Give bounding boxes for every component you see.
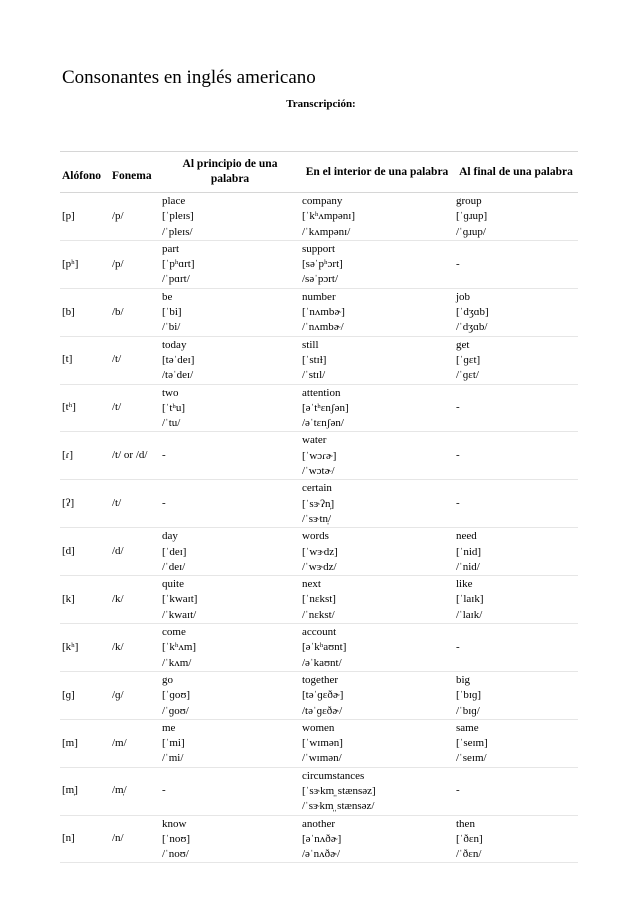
phonetic-transcription: [ˈkwaɪt] [162,593,198,606]
example-word: together [302,673,339,686]
initial-cell [160,240,300,288]
middle-cell [300,432,454,480]
phonetic-transcription: [ˈbi] [162,306,182,319]
initial-cell [160,528,300,576]
phonetic-transcription: [ˈɡoʊ] [162,689,191,702]
middle-cell [300,480,454,528]
consonants-table [60,151,578,863]
phoneme-cell: /k/ [110,624,160,672]
phonetic-transcription: [ˈsɝkm̩ˌstænsəz] [302,784,376,797]
phonetic-transcription: [ˈnʌmbɚ] [302,306,345,319]
phoneme-cell: /m/ [110,719,160,767]
phonemic-transcription: /ˈdʒɑb/ [456,321,488,334]
initial-cell-empty: - [160,767,300,815]
example-word: another [302,817,335,830]
phonemic-transcription: /ˈðɛn/ [456,848,482,861]
example-word: come [162,626,186,639]
phonemic-transcription: /ˈɡoʊ/ [162,704,189,717]
middle-cell [300,576,454,624]
phonetic-transcription: [ˈpʰɑrt] [162,258,195,271]
phonemic-transcription: /ˈnoʊ/ [162,848,189,861]
phonetic-transcription: [ˈpleɪs] [162,210,194,223]
allophone-cell: [ɾ] [60,432,110,480]
example-word: still [302,338,319,351]
phonemic-transcription: /ˈpleɪs/ [162,225,193,238]
phonetic-transcription: [ˈɡɛt] [456,353,481,366]
phoneme-cell: /t/ [110,384,160,432]
table-row [60,671,578,719]
header-initial: Al principio de una palabra [160,152,300,193]
phonetic-transcription: [ˈwɝdz] [302,545,338,558]
middle-cell [300,624,454,672]
allophone-cell: [p] [60,193,110,241]
phonemic-transcription: /ˈkʌm/ [162,656,192,669]
middle-cell [300,336,454,384]
phonetic-transcription: [təˈɡɛðɚ] [302,689,344,702]
final-cell [454,288,578,336]
table-row [60,624,578,672]
example-word: attention [302,386,341,399]
middle-cell [300,240,454,288]
table-row [60,432,578,480]
table-row [60,815,578,863]
header-final: Al final de una palabra [454,152,578,193]
table-row [60,576,578,624]
phonemic-transcription: /ˈsɝkm̩ˌstænsəz/ [302,800,375,813]
allophone-cell: [m] [60,719,110,767]
phonetic-transcription: [ˈlaɪk] [456,593,484,606]
phonetic-transcription: [ˈwɪmən] [302,737,343,750]
phonetic-transcription: [ˈwɔɾɚ] [302,449,337,462]
phonemic-transcription: /əˈkaʊnt/ [302,656,342,669]
phonemic-transcription: /ˈbɪɡ/ [456,704,480,717]
example-word: next [302,578,321,591]
phonemic-transcription: /ˈwɪmən/ [302,752,342,765]
phonemic-transcription: /səˈpɔrt/ [302,273,339,286]
phonetic-transcription: [ˈnid] [456,545,482,558]
example-word: go [162,673,173,686]
example-word: account [302,626,337,639]
phonetic-transcription: [əˈnʌðɚ] [302,832,342,845]
phoneme-cell: /p/ [110,193,160,241]
phonemic-transcription: /ˈstɪl/ [302,369,326,382]
header-middle: En el interior de una palabra [300,152,454,193]
table-body [60,193,578,863]
phoneme-cell: /m̩/ [110,767,160,815]
phonemic-transcription: /ˈɡɛt/ [456,369,479,382]
middle-cell [300,528,454,576]
final-cell [454,671,578,719]
example-word: words [302,530,329,543]
initial-cell [160,719,300,767]
allophone-cell: [n] [60,815,110,863]
final-cell [454,576,578,624]
example-word: certain [302,482,332,495]
phonemic-transcription: /əˈtɛnʃən/ [302,417,344,430]
initial-cell-empty: - [160,480,300,528]
phoneme-cell: /n/ [110,815,160,863]
example-word: circumstances [302,769,365,782]
final-cell [454,719,578,767]
middle-cell [300,193,454,241]
example-word: company [302,195,343,207]
final-cell-empty: - [454,624,578,672]
final-cell-empty: - [454,767,578,815]
table-row [60,480,578,528]
final-cell [454,815,578,863]
example-word: day [162,530,178,543]
final-cell-empty: - [454,384,578,432]
phoneme-cell: /p/ [110,240,160,288]
final-cell-empty: - [454,432,578,480]
table-row [60,528,578,576]
example-word: then [456,817,475,830]
initial-cell [160,576,300,624]
phonetic-transcription: [ˈɡɹup] [456,210,488,223]
example-word: get [456,338,470,351]
example-word: number [302,290,336,303]
phonetic-transcription: [ˈkʰʌmpənɪ] [302,210,356,223]
phonemic-transcription: /ˈseɪm/ [456,752,487,765]
table-header-row [60,152,578,193]
table-row [60,767,578,815]
phonetic-transcription: [səˈpʰɔrt] [302,258,343,271]
initial-cell [160,336,300,384]
phonemic-transcription: /ˈbi/ [162,321,181,334]
example-word: water [302,434,327,447]
phonemic-transcription: /ˈnid/ [456,560,480,573]
phonemic-transcription: /təˈɡɛðɚ/ [302,704,343,717]
middle-cell [300,719,454,767]
initial-cell-empty: - [160,432,300,480]
phonemic-transcription: /ˈkwaɪt/ [162,608,197,621]
phonemic-transcription: /əˈnʌðɚ/ [302,848,341,861]
middle-cell [300,384,454,432]
middle-cell [300,288,454,336]
phonemic-transcription: /ˈwɝdz/ [302,560,337,573]
example-word: job [456,290,471,303]
table-row [60,384,578,432]
phonetic-transcription: [əˈkʰaʊnt] [302,641,347,654]
example-word: be [162,290,173,303]
allophone-cell: [k] [60,576,110,624]
allophone-cell: [pʰ] [60,240,110,288]
initial-cell [160,193,300,241]
phoneme-cell: /b/ [110,288,160,336]
initial-cell [160,384,300,432]
allophone-cell: [tʰ] [60,384,110,432]
phonemic-transcription: /təˈdeɪ/ [162,369,194,382]
example-word: support [302,242,335,255]
example-word: quite [162,578,184,591]
allophone-cell: [m̩] [60,767,110,815]
allophone-cell: [d] [60,528,110,576]
example-word: like [456,578,473,591]
phonetic-transcription: [ˈstɪɫ] [302,353,327,366]
table-row [60,240,578,288]
phoneme-cell: /ɡ/ [110,671,160,719]
phoneme-cell: /d/ [110,528,160,576]
middle-cell [300,767,454,815]
example-word: today [162,338,187,351]
final-cell [454,193,578,241]
phonetic-transcription: [ˈbɪɡ] [456,689,482,702]
example-word: group [456,195,482,207]
initial-cell [160,815,300,863]
allophone-cell: [ʔ] [60,480,110,528]
phonetic-transcription: [ˈtʰu] [162,401,186,414]
example-word: two [162,386,179,399]
final-cell-empty: - [454,240,578,288]
final-cell-empty: - [454,480,578,528]
allophone-cell: [kʰ] [60,624,110,672]
example-word: part [162,242,180,255]
phoneme-cell: /t/ [110,336,160,384]
phonemic-transcription: /ˈpɑrt/ [162,273,190,286]
phonemic-transcription: /ˈkʌmpənɪ/ [302,225,351,238]
phonetic-transcription: [ˈmi] [162,737,185,750]
phonemic-transcription: /ˈwɔtɚ/ [302,465,335,478]
phonetic-transcription: [təˈdeɪ] [162,353,195,366]
phonemic-transcription: /ˈlaɪk/ [456,608,483,621]
example-word: women [302,721,335,734]
phonemic-transcription: /ˈnʌmbɚ/ [302,321,344,334]
example-word: me [162,721,176,734]
phonetic-transcription: [ˈðɛn] [456,832,483,845]
middle-cell [300,671,454,719]
header-fonema: Fonema [110,152,160,193]
middle-cell [300,815,454,863]
example-word: big [456,673,471,686]
table-row [60,193,578,241]
phonemic-transcription: /ˈtu/ [162,417,181,430]
table-row [60,288,578,336]
header-alofono: Alófono [60,152,110,193]
table-row [60,336,578,384]
table-row [60,719,578,767]
initial-cell [160,671,300,719]
initial-cell [160,624,300,672]
example-word: know [162,817,187,830]
phonetic-transcription: [ˈsɝʔn̩] [302,497,335,510]
allophone-cell: [b] [60,288,110,336]
phonetic-transcription: [ˈnɛkst] [302,593,336,606]
example-word: place [162,195,186,207]
phonetic-transcription: [ˈseɪm] [456,737,488,750]
example-word: same [456,721,479,734]
example-word: need [456,530,477,543]
allophone-cell: [t] [60,336,110,384]
final-cell [454,528,578,576]
phonetic-transcription: [ˈdeɪ] [162,545,187,558]
page-title: Consonantes en inglés americano [62,67,316,88]
phonetic-transcription: [ˈkʰʌm] [162,641,197,654]
phonemic-transcription: /ˈsɝtn̩/ [302,512,332,525]
phonemic-transcription: /ˈdeɪ/ [162,560,186,573]
phoneme-cell: /t/ or /d/ [110,432,160,480]
initial-cell [160,288,300,336]
transcription-subtitle: Transcripción: [286,98,356,110]
phonetic-transcription: [ˈdʒɑb] [456,306,489,319]
allophone-cell: [ɡ] [60,671,110,719]
phonetic-transcription: [ˈnoʊ] [162,832,191,845]
phonetic-transcription: [əˈtʰɛnʃən] [302,401,349,414]
phoneme-cell: /k/ [110,576,160,624]
phonemic-transcription: /ˈɡɹup/ [456,225,486,238]
final-cell [454,336,578,384]
phoneme-cell: /t/ [110,480,160,528]
phonemic-transcription: /ˈmi/ [162,752,184,765]
phonemic-transcription: /ˈnɛkst/ [302,608,335,621]
